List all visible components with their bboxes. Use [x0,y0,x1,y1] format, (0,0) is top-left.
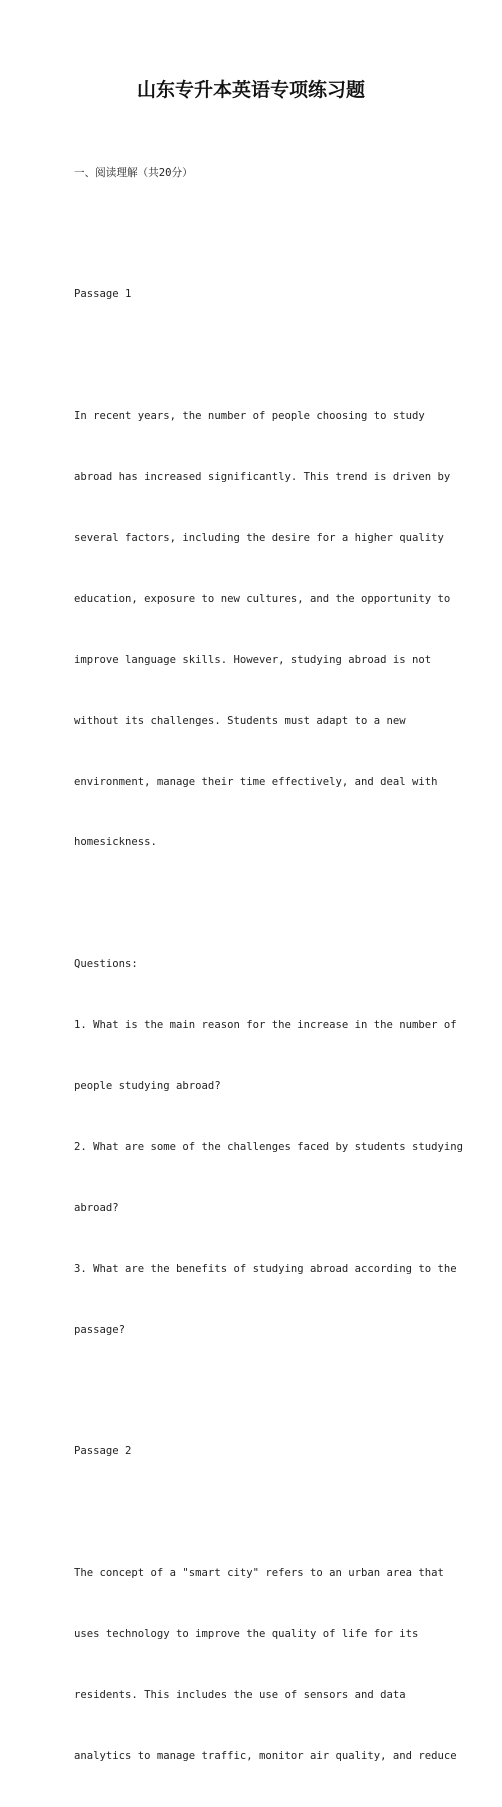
question-line: 3. What are the benefits of studying abroad according to the [74,1262,457,1275]
passage-1-line: education, exposure to new cultures, and the opportunity to [74,592,451,605]
blank-line [74,223,436,243]
question-line: passage? [74,1323,126,1336]
question-line: people studying abroad? [74,1079,221,1092]
passage-2-label: Passage 2 [74,1445,132,1458]
passage-1-line: several factors, including the desire for a higher quality [74,531,444,544]
passage-2-line: residents. This includes the use of sensors and data [74,1688,406,1701]
question-line: abroad? [74,1201,119,1214]
passage-1-line: abroad has increased significantly. This trend is driven by [74,471,451,484]
section-heading: 一、阅读理解（共20分） [74,166,193,179]
passage-1-line: improve language skills. However, studying abroad is not [74,653,432,666]
passage-1-label: Passage 1 [74,288,132,301]
passage-1-line: environment, manage their time effectively, and deal with [74,775,438,788]
blank-line [74,893,436,913]
blank-line [74,1502,436,1522]
passage-2-line: The concept of a "smart city" refers to an urban area that [74,1567,444,1580]
document-body [74,122,464,1807]
blank-line [74,1380,436,1400]
blank-line [74,345,436,365]
questions-label: Questions: [74,958,138,971]
passage-2-line: uses technology to improve the quality of life for its [74,1627,419,1640]
passage-1-line: In recent years, the number of people choosing to study [74,410,425,423]
passage-2-line: analytics to manage traffic, monitor air quality, and reduce [74,1749,457,1762]
passage-1-line: without its challenges. Students must adapt to a new [74,714,406,727]
document-title: 山东专升本英语专项练习题 [136,79,365,101]
question-line: 1. What is the main reason for the increase in the number of [74,1019,457,1032]
question-line: 2. What are some of the challenges faced by students studying [74,1140,464,1153]
passage-1-line: homesickness. [74,836,157,849]
